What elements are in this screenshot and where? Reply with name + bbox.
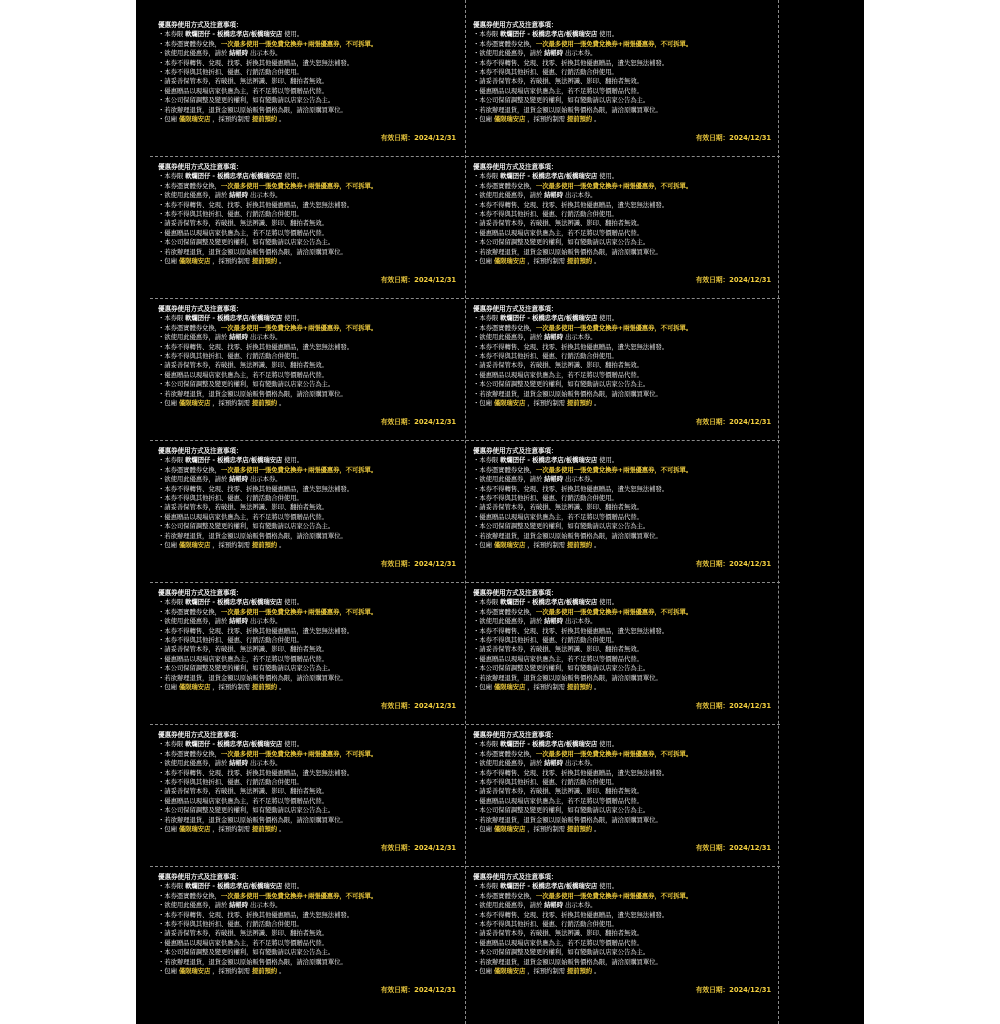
rule-redeem: ・本券憑實體券兌換，一次最多使用一張免費兌換券+兩張優惠券，不可拆單。 (473, 607, 693, 616)
rule-right-to-change: ・本公司保留調整及變更的權利，如有變動請以店家公告為主。 (473, 806, 650, 815)
rule-checkout: ・欲使用此優惠券，請於 結帳時 出示本券。 (158, 191, 282, 200)
expiry-date: 有效日期：2024/12/31 (695, 844, 771, 852)
rule-no-combine: ・本券不得與其他折扣、優惠、行銷活動合併使用。 (158, 494, 303, 503)
coupon-title: 優惠券使用方式及注意事項： (473, 447, 558, 455)
rule-gift-substitute: ・優惠贈品以現場店家供應為主，若不足將以等價贈品代替。 (473, 86, 643, 95)
rule-redeem: ・本券憑實體券兌換，一次最多使用一張免費兌換券+兩張優惠券，不可拆單。 (473, 749, 693, 758)
coupon-title: 優惠券使用方式及注意事項： (158, 873, 243, 881)
rule-private-room: ・包廂 僅限瑞安店 ，採預約制需 提前預約 。 (473, 257, 601, 266)
expiry-date: 有效日期：2024/12/31 (695, 986, 771, 994)
rule-refund: ・若欲辦理退貨，退貨金額以原始販售價格為限，請洽原購買單位。 (158, 815, 347, 824)
coupon (158, 873, 456, 1015)
rule-keep-safe: ・請妥善保管本券，若破損、無法辨識、影印、翻拍者無效。 (473, 77, 643, 86)
rule-redeem: ・本券憑實體券兌換，一次最多使用一張免費兌換券+兩張優惠券，不可拆單。 (158, 891, 378, 900)
rule-checkout: ・欲使用此優惠券，請於 結帳時 出示本券。 (158, 49, 282, 58)
rule-private-room: ・包廂 僅限瑞安店 ，採預約制需 提前預約 。 (473, 541, 601, 550)
rule-checkout: ・欲使用此優惠券，請於 結帳時 出示本券。 (473, 475, 597, 484)
expiry-date: 有效日期：2024/12/31 (380, 844, 456, 852)
rule-refund: ・若欲辦理退貨，退貨金額以原始販售價格為限，請洽原購買單位。 (158, 247, 347, 256)
rule-no-resale: ・本券不得轉售、兌現、找零、折換其他優惠贈品，遺失恕無法補發。 (158, 626, 354, 635)
rule-no-combine: ・本券不得與其他折扣、優惠、行銷活動合併使用。 (473, 210, 618, 219)
rule-refund: ・若欲辦理退貨，退貨金額以原始販售價格為限，請洽原購買單位。 (473, 673, 662, 682)
rule-no-combine: ・本券不得與其他折扣、優惠、行銷活動合併使用。 (473, 778, 618, 787)
rule-gift-substitute: ・優惠贈品以現場店家供應為主，若不足將以等價贈品代替。 (473, 938, 643, 947)
rule-gift-substitute: ・優惠贈品以現場店家供應為主，若不足將以等價贈品代替。 (158, 86, 328, 95)
rule-no-combine: ・本券不得與其他折扣、優惠、行銷活動合併使用。 (473, 920, 618, 929)
rule-gift-substitute: ・優惠贈品以現場店家供應為主，若不足將以等價贈品代替。 (158, 938, 328, 947)
rule-right-to-change: ・本公司保留調整及變更的權利，如有變動請以店家公告為主。 (158, 380, 335, 389)
rule-redeem: ・本券憑實體券兌換，一次最多使用一張免費兌換券+兩張優惠券，不可拆單。 (158, 323, 378, 332)
expiry-date: 有效日期：2024/12/31 (695, 276, 771, 284)
rule-no-combine: ・本券不得與其他折扣、優惠、行銷活動合併使用。 (473, 494, 618, 503)
coupon-title: 優惠券使用方式及注意事項： (158, 589, 243, 597)
coupon (158, 305, 456, 447)
rule-right-to-change: ・本公司保留調整及變更的權利，如有變動請以店家公告為主。 (473, 664, 650, 673)
rule-checkout: ・欲使用此優惠券，請於 結帳時 出示本券。 (473, 901, 597, 910)
rule-private-room: ・包廂 僅限瑞安店 ，採預約制需 提前預約 。 (473, 825, 601, 834)
rule-right-to-change: ・本公司保留調整及變更的權利，如有變動請以店家公告為主。 (158, 238, 335, 247)
rule-no-resale: ・本券不得轉售、兌現、找零、折換其他優惠贈品，遺失恕無法補發。 (473, 200, 669, 209)
coupon (473, 589, 771, 731)
rule-refund: ・若欲辦理退貨，退貨金額以原始販售價格為限，請洽原購買單位。 (473, 531, 662, 540)
rule-refund: ・若欲辦理退貨，退貨金額以原始販售價格為限，請洽原購買單位。 (473, 389, 662, 398)
rule-store: ・本券限 軟爛囝仔 - 板橋忠孝店/板橋瑞安店 使用。 (158, 598, 304, 607)
coupon (158, 163, 456, 305)
rule-store: ・本券限 軟爛囝仔 - 板橋忠孝店/板橋瑞安店 使用。 (158, 740, 304, 749)
coupon (473, 305, 771, 447)
coupon-title: 優惠券使用方式及注意事項： (473, 305, 558, 313)
rule-gift-substitute: ・優惠贈品以現場店家供應為主，若不足將以等價贈品代替。 (473, 796, 643, 805)
coupon-title: 優惠券使用方式及注意事項： (158, 447, 243, 455)
coupon (158, 447, 456, 589)
rule-keep-safe: ・請妥善保管本券，若破損、無法辨識、影印、翻拍者無效。 (473, 787, 643, 796)
rule-no-combine: ・本券不得與其他折扣、優惠、行銷活動合併使用。 (158, 352, 303, 361)
rule-keep-safe: ・請妥善保管本券，若破損、無法辨識、影印、翻拍者無效。 (473, 929, 643, 938)
rule-redeem: ・本券憑實體券兌換，一次最多使用一張免費兌換券+兩張優惠券，不可拆單。 (473, 39, 693, 48)
rule-gift-substitute: ・優惠贈品以現場店家供應為主，若不足將以等價贈品代替。 (158, 512, 328, 521)
expiry-date: 有效日期：2024/12/31 (380, 134, 456, 142)
rule-refund: ・若欲辦理退貨，退貨金額以原始販售價格為限，請洽原購買單位。 (473, 815, 662, 824)
rule-checkout: ・欲使用此優惠券，請於 結帳時 出示本券。 (473, 333, 597, 342)
rule-redeem: ・本券憑實體券兌換，一次最多使用一張免費兌換券+兩張優惠券，不可拆單。 (158, 465, 378, 474)
rule-refund: ・若欲辦理退貨，退貨金額以原始販售價格為限，請洽原購買單位。 (473, 247, 662, 256)
rule-store: ・本券限 軟爛囝仔 - 板橋忠孝店/板橋瑞安店 使用。 (473, 314, 619, 323)
rule-redeem: ・本券憑實體券兌換，一次最多使用一張免費兌換券+兩張優惠券，不可拆單。 (473, 181, 693, 190)
rule-no-resale: ・本券不得轉售、兌現、找零、折換其他優惠贈品，遺失恕無法補發。 (473, 484, 669, 493)
rule-private-room: ・包廂 僅限瑞安店 ，採預約制需 提前預約 。 (158, 683, 286, 692)
rule-keep-safe: ・請妥善保管本券，若破損、無法辨識、影印、翻拍者無效。 (158, 645, 328, 654)
rule-checkout: ・欲使用此優惠券，請於 結帳時 出示本券。 (473, 191, 597, 200)
rule-refund: ・若欲辦理退貨，退貨金額以原始販售價格為限，請洽原購買單位。 (158, 673, 347, 682)
rule-no-resale: ・本券不得轉售、兌現、找零、折換其他優惠贈品，遺失恕無法補發。 (158, 58, 354, 67)
rule-right-to-change: ・本公司保留調整及變更的權利，如有變動請以店家公告為主。 (158, 948, 335, 957)
rule-store: ・本券限 軟爛囝仔 - 板橋忠孝店/板橋瑞安店 使用。 (473, 172, 619, 181)
rule-keep-safe: ・請妥善保管本券，若破損、無法辨識、影印、翻拍者無效。 (158, 503, 328, 512)
rule-gift-substitute: ・優惠贈品以現場店家供應為主，若不足將以等價贈品代替。 (473, 370, 643, 379)
rule-no-resale: ・本券不得轉售、兌現、找零、折換其他優惠贈品，遺失恕無法補發。 (473, 768, 669, 777)
coupon (473, 447, 771, 589)
coupon-title: 優惠券使用方式及注意事項： (158, 731, 243, 739)
rule-keep-safe: ・請妥善保管本券，若破損、無法辨識、影印、翻拍者無效。 (473, 219, 643, 228)
rule-keep-safe: ・請妥善保管本券，若破損、無法辨識、影印、翻拍者無效。 (473, 645, 643, 654)
rule-private-room: ・包廂 僅限瑞安店 ，採預約制需 提前預約 。 (473, 115, 601, 124)
rule-checkout: ・欲使用此優惠券，請於 結帳時 出示本券。 (158, 333, 282, 342)
rule-no-resale: ・本券不得轉售、兌現、找零、折換其他優惠贈品，遺失恕無法補發。 (473, 910, 669, 919)
rule-redeem: ・本券憑實體券兌換，一次最多使用一張免費兌換券+兩張優惠券，不可拆單。 (473, 465, 693, 474)
rule-keep-safe: ・請妥善保管本券，若破損、無法辨識、影印、翻拍者無效。 (473, 361, 643, 370)
expiry-date: 有效日期：2024/12/31 (380, 986, 456, 994)
rule-checkout: ・欲使用此優惠券，請於 結帳時 出示本券。 (158, 475, 282, 484)
rule-no-resale: ・本券不得轉售、兌現、找零、折換其他優惠贈品，遺失恕無法補發。 (158, 910, 354, 919)
rule-checkout: ・欲使用此優惠券，請於 結帳時 出示本券。 (158, 901, 282, 910)
rule-checkout: ・欲使用此優惠券，請於 結帳時 出示本券。 (473, 759, 597, 768)
rule-keep-safe: ・請妥善保管本券，若破損、無法辨識、影印、翻拍者無效。 (158, 219, 328, 228)
coupon-title: 優惠券使用方式及注意事項： (473, 731, 558, 739)
rule-no-combine: ・本券不得與其他折扣、優惠、行銷活動合併使用。 (158, 636, 303, 645)
rule-checkout: ・欲使用此優惠券，請於 結帳時 出示本券。 (158, 617, 282, 626)
expiry-date: 有效日期：2024/12/31 (380, 418, 456, 426)
coupon (473, 873, 771, 1015)
rule-no-resale: ・本券不得轉售、兌現、找零、折換其他優惠贈品，遺失恕無法補發。 (473, 626, 669, 635)
vertical-cut-line-right (778, 0, 779, 1024)
rule-store: ・本券限 軟爛囝仔 - 板橋忠孝店/板橋瑞安店 使用。 (473, 740, 619, 749)
rule-redeem: ・本券憑實體券兌換，一次最多使用一張免費兌換券+兩張優惠券，不可拆單。 (158, 607, 378, 616)
rule-right-to-change: ・本公司保留調整及變更的權利，如有變動請以店家公告為主。 (473, 522, 650, 531)
rule-redeem: ・本券憑實體券兌換，一次最多使用一張免費兌換券+兩張優惠券，不可拆單。 (158, 749, 378, 758)
expiry-date: 有效日期：2024/12/31 (695, 560, 771, 568)
coupon-sheet (136, 0, 864, 1024)
rule-gift-substitute: ・優惠贈品以現場店家供應為主，若不足將以等價贈品代替。 (158, 796, 328, 805)
rule-no-resale: ・本券不得轉售、兌現、找零、折換其他優惠贈品，遺失恕無法補發。 (473, 342, 669, 351)
rule-gift-substitute: ・優惠贈品以現場店家供應為主，若不足將以等價贈品代替。 (473, 512, 643, 521)
rule-store: ・本券限 軟爛囝仔 - 板橋忠孝店/板橋瑞安店 使用。 (158, 882, 304, 891)
rule-store: ・本券限 軟爛囝仔 - 板橋忠孝店/板橋瑞安店 使用。 (158, 456, 304, 465)
rule-checkout: ・欲使用此優惠券，請於 結帳時 出示本券。 (473, 617, 597, 626)
rule-keep-safe: ・請妥善保管本券，若破損、無法辨識、影印、翻拍者無效。 (158, 787, 328, 796)
rule-right-to-change: ・本公司保留調整及變更的權利，如有變動請以店家公告為主。 (473, 96, 650, 105)
expiry-date: 有效日期：2024/12/31 (695, 702, 771, 710)
expiry-date: 有效日期：2024/12/31 (695, 418, 771, 426)
rule-gift-substitute: ・優惠贈品以現場店家供應為主，若不足將以等價贈品代替。 (158, 370, 328, 379)
rule-private-room: ・包廂 僅限瑞安店 ，採預約制需 提前預約 。 (473, 683, 601, 692)
expiry-date: 有效日期：2024/12/31 (380, 560, 456, 568)
rule-keep-safe: ・請妥善保管本券，若破損、無法辨識、影印、翻拍者無效。 (158, 361, 328, 370)
rule-checkout: ・欲使用此優惠券，請於 結帳時 出示本券。 (473, 49, 597, 58)
rule-store: ・本券限 軟爛囝仔 - 板橋忠孝店/板橋瑞安店 使用。 (473, 456, 619, 465)
coupon (158, 21, 456, 163)
rule-keep-safe: ・請妥善保管本券，若破損、無法辨識、影印、翻拍者無效。 (158, 77, 328, 86)
rule-private-room: ・包廂 僅限瑞安店 ，採預約制需 提前預約 。 (158, 967, 286, 976)
coupon (158, 589, 456, 731)
rule-right-to-change: ・本公司保留調整及變更的權利，如有變動請以店家公告為主。 (473, 380, 650, 389)
rule-private-room: ・包廂 僅限瑞安店 ，採預約制需 提前預約 。 (158, 115, 286, 124)
rule-store: ・本券限 軟爛囝仔 - 板橋忠孝店/板橋瑞安店 使用。 (158, 172, 304, 181)
rule-right-to-change: ・本公司保留調整及變更的權利，如有變動請以店家公告為主。 (473, 238, 650, 247)
coupon (158, 731, 456, 873)
coupon-title: 優惠券使用方式及注意事項： (473, 589, 558, 597)
rule-gift-substitute: ・優惠贈品以現場店家供應為主，若不足將以等價贈品代替。 (473, 654, 643, 663)
rule-right-to-change: ・本公司保留調整及變更的權利，如有變動請以店家公告為主。 (158, 664, 335, 673)
rule-store: ・本券限 軟爛囝仔 - 板橋忠孝店/板橋瑞安店 使用。 (473, 882, 619, 891)
rule-store: ・本券限 軟爛囝仔 - 板橋忠孝店/板橋瑞安店 使用。 (158, 30, 304, 39)
rule-right-to-change: ・本公司保留調整及變更的權利，如有變動請以店家公告為主。 (158, 96, 335, 105)
rule-refund: ・若欲辦理退貨，退貨金額以原始販售價格為限，請洽原購買單位。 (158, 531, 347, 540)
rule-right-to-change: ・本公司保留調整及變更的權利，如有變動請以店家公告為主。 (473, 948, 650, 957)
coupon-title: 優惠券使用方式及注意事項： (158, 163, 243, 171)
expiry-date: 有效日期：2024/12/31 (695, 134, 771, 142)
rule-right-to-change: ・本公司保留調整及變更的權利，如有變動請以店家公告為主。 (158, 806, 335, 815)
rule-private-room: ・包廂 僅限瑞安店 ，採預約制需 提前預約 。 (158, 541, 286, 550)
rule-redeem: ・本券憑實體券兌換，一次最多使用一張免費兌換券+兩張優惠券，不可拆單。 (473, 891, 693, 900)
coupon-title: 優惠券使用方式及注意事項： (473, 873, 558, 881)
coupon-title: 優惠券使用方式及注意事項： (473, 21, 558, 29)
rule-refund: ・若欲辦理退貨，退貨金額以原始販售價格為限，請洽原購買單位。 (158, 389, 347, 398)
coupon (473, 163, 771, 305)
rule-no-resale: ・本券不得轉售、兌現、找零、折換其他優惠贈品，遺失恕無法補發。 (158, 200, 354, 209)
rule-no-combine: ・本券不得與其他折扣、優惠、行銷活動合併使用。 (158, 68, 303, 77)
coupon-title: 優惠券使用方式及注意事項： (158, 21, 243, 29)
rule-store: ・本券限 軟爛囝仔 - 板橋忠孝店/板橋瑞安店 使用。 (473, 598, 619, 607)
coupon-title: 優惠券使用方式及注意事項： (473, 163, 558, 171)
rule-gift-substitute: ・優惠贈品以現場店家供應為主，若不足將以等價贈品代替。 (473, 228, 643, 237)
rule-keep-safe: ・請妥善保管本券，若破損、無法辨識、影印、翻拍者無效。 (158, 929, 328, 938)
rule-store: ・本券限 軟爛囝仔 - 板橋忠孝店/板橋瑞安店 使用。 (473, 30, 619, 39)
rule-redeem: ・本券憑實體券兌換，一次最多使用一張免費兌換券+兩張優惠券，不可拆單。 (473, 323, 693, 332)
rule-private-room: ・包廂 僅限瑞安店 ，採預約制需 提前預約 。 (473, 399, 601, 408)
rule-checkout: ・欲使用此優惠券，請於 結帳時 出示本券。 (158, 759, 282, 768)
vertical-cut-line (465, 0, 466, 1024)
rule-no-resale: ・本券不得轉售、兌現、找零、折換其他優惠贈品，遺失恕無法補發。 (158, 342, 354, 351)
rule-gift-substitute: ・優惠贈品以現場店家供應為主，若不足將以等價贈品代替。 (158, 654, 328, 663)
rule-no-combine: ・本券不得與其他折扣、優惠、行銷活動合併使用。 (158, 920, 303, 929)
rule-gift-substitute: ・優惠贈品以現場店家供應為主，若不足將以等價贈品代替。 (158, 228, 328, 237)
rule-private-room: ・包廂 僅限瑞安店 ，採預約制需 提前預約 。 (473, 967, 601, 976)
rule-keep-safe: ・請妥善保管本券，若破損、無法辨識、影印、翻拍者無效。 (473, 503, 643, 512)
rule-right-to-change: ・本公司保留調整及變更的權利，如有變動請以店家公告為主。 (158, 522, 335, 531)
rule-redeem: ・本券憑實體券兌換，一次最多使用一張免費兌換券+兩張優惠券，不可拆單。 (158, 181, 378, 190)
coupon (473, 21, 771, 163)
rule-no-combine: ・本券不得與其他折扣、優惠、行銷活動合併使用。 (473, 352, 618, 361)
expiry-date: 有效日期：2024/12/31 (380, 276, 456, 284)
rule-no-combine: ・本券不得與其他折扣、優惠、行銷活動合併使用。 (158, 210, 303, 219)
rule-private-room: ・包廂 僅限瑞安店 ，採預約制需 提前預約 。 (158, 825, 286, 834)
rule-private-room: ・包廂 僅限瑞安店 ，採預約制需 提前預約 。 (158, 399, 286, 408)
rule-private-room: ・包廂 僅限瑞安店 ，採預約制需 提前預約 。 (158, 257, 286, 266)
rule-redeem: ・本券憑實體券兌換，一次最多使用一張免費兌換券+兩張優惠券，不可拆單。 (158, 39, 378, 48)
rule-refund: ・若欲辦理退貨，退貨金額以原始販售價格為限，請洽原購買單位。 (473, 957, 662, 966)
coupon-title: 優惠券使用方式及注意事項： (158, 305, 243, 313)
rule-refund: ・若欲辦理退貨，退貨金額以原始販售價格為限，請洽原購買單位。 (158, 957, 347, 966)
rule-no-combine: ・本券不得與其他折扣、優惠、行銷活動合併使用。 (473, 68, 618, 77)
expiry-date: 有效日期：2024/12/31 (380, 702, 456, 710)
rule-no-combine: ・本券不得與其他折扣、優惠、行銷活動合併使用。 (473, 636, 618, 645)
rule-no-combine: ・本券不得與其他折扣、優惠、行銷活動合併使用。 (158, 778, 303, 787)
rule-store: ・本券限 軟爛囝仔 - 板橋忠孝店/板橋瑞安店 使用。 (158, 314, 304, 323)
coupon (473, 731, 771, 873)
rule-refund: ・若欲辦理退貨，退貨金額以原始販售價格為限，請洽原購買單位。 (158, 105, 347, 114)
rule-no-resale: ・本券不得轉售、兌現、找零、折換其他優惠贈品，遺失恕無法補發。 (158, 484, 354, 493)
rule-refund: ・若欲辦理退貨，退貨金額以原始販售價格為限，請洽原購買單位。 (473, 105, 662, 114)
rule-no-resale: ・本券不得轉售、兌現、找零、折換其他優惠贈品，遺失恕無法補發。 (158, 768, 354, 777)
rule-no-resale: ・本券不得轉售、兌現、找零、折換其他優惠贈品，遺失恕無法補發。 (473, 58, 669, 67)
